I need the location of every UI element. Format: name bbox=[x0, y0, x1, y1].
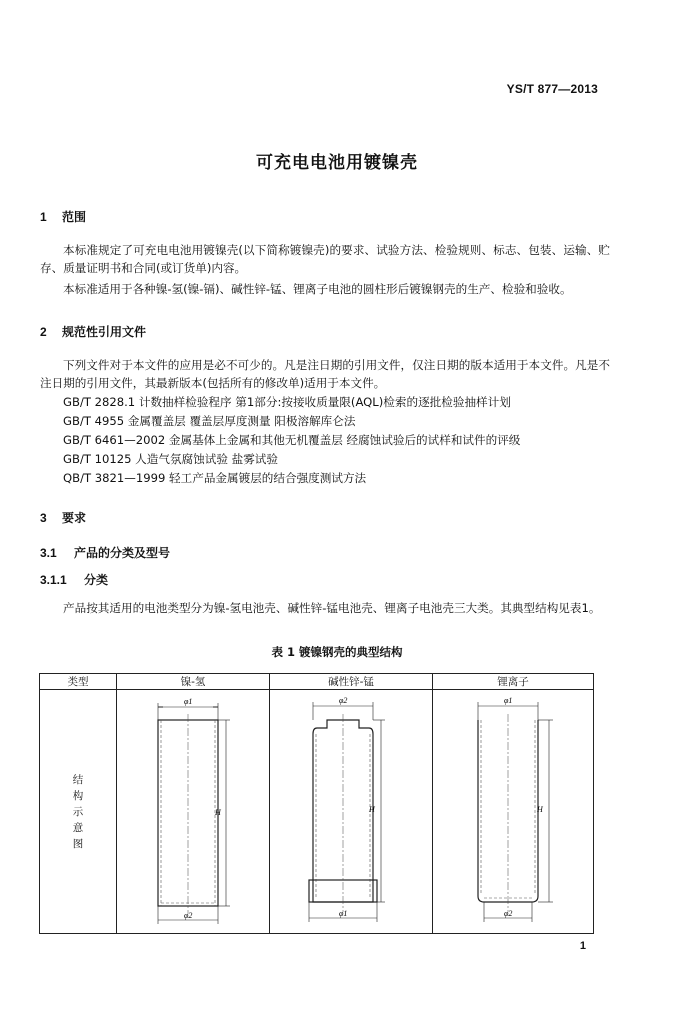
section-number: 3.1 bbox=[40, 546, 57, 560]
alkaline-shell-diagram bbox=[271, 690, 431, 930]
page-title: 可充电电池用镀镍壳 bbox=[256, 153, 418, 173]
header-cell-type: 类型 bbox=[40, 674, 117, 690]
ni-mh-shell-diagram bbox=[118, 690, 268, 930]
section-2-heading bbox=[40, 323, 146, 340]
section-number: 2 bbox=[40, 325, 47, 339]
section-title: 要求 bbox=[62, 511, 87, 525]
section-3-1-heading bbox=[40, 544, 170, 561]
dim-label-phi2: φ2 bbox=[184, 911, 193, 920]
page-number: 1 bbox=[579, 940, 586, 952]
table-header-row bbox=[40, 674, 594, 690]
reference-item: GB/T 10125 人造气氛腐蚀试验 盐雾试验 bbox=[63, 452, 278, 466]
dim-label-h: H bbox=[369, 805, 375, 814]
structure-table bbox=[39, 673, 594, 934]
section-number: 1 bbox=[40, 210, 47, 224]
reference-item: GB/T 4955 金属覆盖层 覆盖层厚度测量 阳极溶解库仑法 bbox=[63, 414, 356, 428]
dim-label-phi2: φ2 bbox=[504, 909, 513, 918]
dim-label-phi2: φ2 bbox=[339, 696, 348, 705]
reference-item: GB/T 6461—2002 金属基体上金属和其他无机覆盖层 经腐蚀试验后的试样和试件的评级 bbox=[63, 433, 521, 447]
section-title: 分类 bbox=[84, 573, 109, 587]
section-3-1-1-heading bbox=[40, 571, 108, 588]
section-1-heading bbox=[40, 208, 86, 225]
header-cell-li-ion: 锂离子 bbox=[433, 674, 594, 690]
section-1-paragraph-2: 本标准适用于各种镍-氢(镍-镉)、碱性锌-锰、锂离子电池的圆柱形后镀镍钢壳的生产、检验和验收。 bbox=[63, 282, 572, 296]
dim-label-phi1: φ1 bbox=[504, 696, 513, 705]
section-3-heading bbox=[40, 509, 86, 526]
dim-label-h: H bbox=[215, 808, 221, 817]
section-2-paragraph-1: 下列文件对于本文件的应用是必不可少的。凡是注日期的引用文件，仅注日期的版本适用于本文件。凡是不注日期的引用文件，其最新版本(包括所有的修改单)适用于本文件。 bbox=[40, 358, 610, 390]
section-number: 3.1.1 bbox=[40, 573, 67, 587]
section-3-1-1-paragraph: 产品按其适用的电池类型分为镍-氢电池壳、碱性锌-锰电池壳、锂离子电池壳三大类。其典型结构见表1。 bbox=[63, 601, 601, 615]
dim-label-h: H bbox=[537, 805, 543, 814]
row-label-structure-diagram: 结构示意图 bbox=[72, 773, 84, 850]
dim-label-phi1: φ1 bbox=[184, 697, 193, 706]
section-1-paragraph-1: 本标准规定了可充电电池用镀镍壳(以下简称镀镍壳)的要求、试验方法、检验规则、标志、包装、运输、贮存、质量证明书和合同(或订货单)内容。 bbox=[40, 243, 610, 275]
section-title: 范围 bbox=[62, 210, 87, 224]
li-ion-shell-diagram bbox=[433, 690, 593, 930]
header-cell-alkaline: 碱性锌-锰 bbox=[270, 674, 433, 690]
section-title: 产品的分类及型号 bbox=[74, 546, 171, 560]
reference-item: GB/T 2828.1 计数抽样检验程序 第1部分:按接收质量限(AQL)检索的逐批检验抽样计划 bbox=[63, 395, 511, 409]
section-number: 3 bbox=[40, 511, 47, 525]
table-caption: 表 1 镀镍钢壳的典型结构 bbox=[271, 645, 403, 659]
header-cell-ni-mh: 镍-氢 bbox=[117, 674, 270, 690]
reference-item: QB/T 3821—1999 轻工产品金属镀层的结合强度测试方法 bbox=[63, 471, 367, 485]
section-title: 规范性引用文件 bbox=[62, 325, 147, 339]
document-number: YS/T 877—2013 bbox=[506, 82, 598, 96]
table-row bbox=[40, 690, 594, 934]
dim-label-phi1: φ1 bbox=[339, 909, 348, 918]
